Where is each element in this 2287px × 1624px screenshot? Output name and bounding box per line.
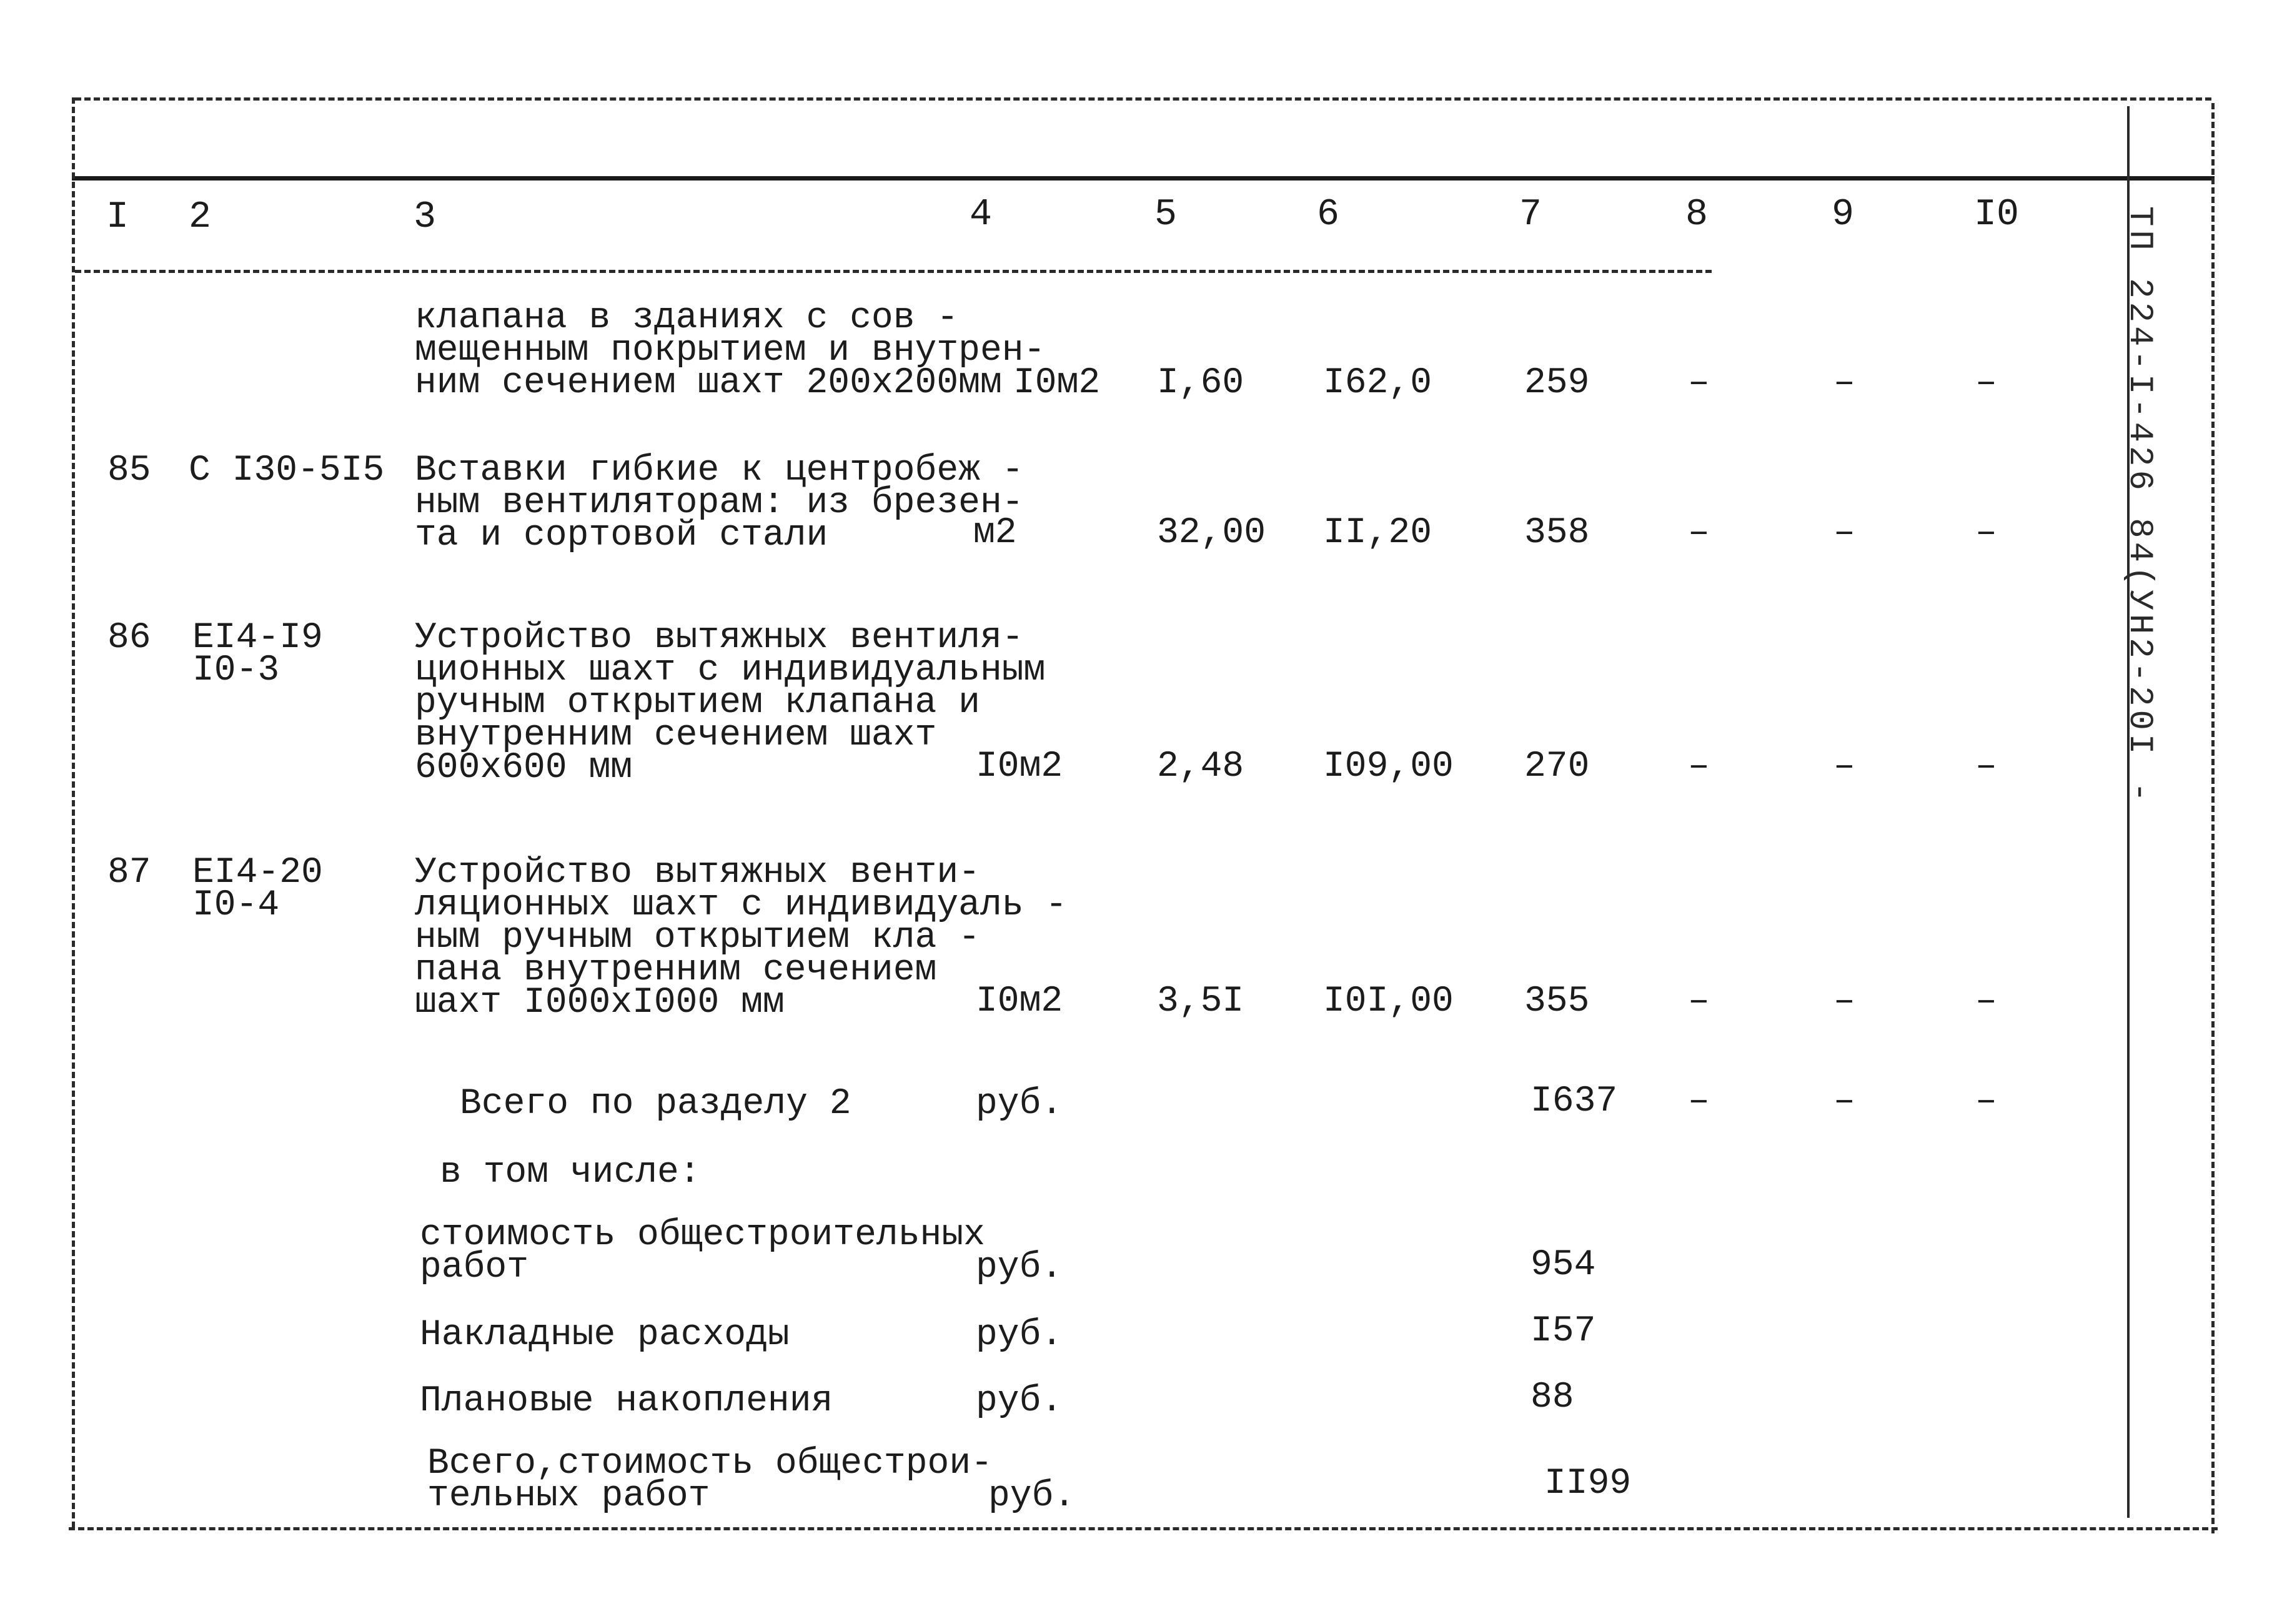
section-total-c10: – — [1975, 1081, 1997, 1122]
header-col-2: 2 — [189, 196, 212, 239]
table-row-c8: – — [1688, 363, 1710, 404]
table-row-code: ЕI4-I9 I0-3 — [192, 618, 323, 691]
table-row-c9: – — [1833, 363, 1855, 404]
overhead-value: I57 — [1530, 1311, 1596, 1352]
table-row-price: II,20 — [1323, 513, 1432, 553]
table-row-c8: – — [1688, 746, 1710, 787]
table-row-desc: Устройство вытяжных вентиля- ционных шахт с индивидуальным ручным открытием клапана и внутренним сечением шахт 600х600 мм — [415, 618, 1046, 788]
frame-right-line — [2211, 103, 2215, 1533]
table-row-unit: I0м2 — [1013, 363, 1101, 404]
table-row-price: I0I,00 — [1323, 981, 1454, 1022]
including-label: в том числе: — [440, 1152, 701, 1193]
grand-total-value: II99 — [1544, 1463, 1632, 1504]
header-col-8: 8 — [1685, 194, 1709, 236]
header-col-7: 7 — [1519, 194, 1542, 236]
section-total-label: Всего по разделу 2 — [460, 1084, 851, 1124]
overhead-unit: руб. — [976, 1315, 1063, 1355]
header-top-rule — [72, 176, 2215, 181]
table-row-c9: – — [1833, 513, 1855, 553]
frame-top-line — [75, 97, 2211, 101]
table-row-qty: 32,00 — [1157, 513, 1266, 553]
header-col-3: 3 — [414, 196, 437, 239]
header-col-4: 4 — [970, 194, 993, 236]
table-row-c9: – — [1833, 981, 1855, 1022]
table-row-unit: I0м2 — [976, 981, 1063, 1022]
general-works-unit: руб. — [976, 1247, 1063, 1288]
planned-unit: руб. — [976, 1381, 1063, 1422]
table-row-c10: – — [1975, 363, 1997, 404]
table-row-desc: Устройство вытяжных венти- ляционных шахт с индивидуаль - ным ручным открытием кла - пана внутренним сечением шахт I000хI000 мм — [415, 853, 1068, 1023]
table-row-qty: 2,48 — [1157, 746, 1244, 787]
header-col-6: 6 — [1317, 194, 1340, 236]
table-row-desc: клапана в зданиях с сов - мещенным покрытием и внутрен- ним сечением шахт 200х200мм — [415, 298, 1046, 404]
header-col-5: 5 — [1154, 194, 1178, 236]
table-row-code: ЕI4-20 I0-4 — [192, 853, 323, 926]
table-row-price: I62,0 — [1323, 363, 1432, 404]
table-row-c10: – — [1975, 513, 1997, 553]
general-works-value: 954 — [1530, 1245, 1596, 1285]
section-total-c9: – — [1833, 1081, 1855, 1122]
table-row-qty: 3,5I — [1157, 981, 1244, 1022]
table-row-unit: I0м2 — [976, 746, 1063, 787]
general-works-label: стоимость общестроительных работ — [420, 1215, 985, 1288]
grand-total-unit: руб. — [988, 1476, 1076, 1517]
table-row-desc: Вставки гибкие к центробеж - ным вентиляторам: из брезен- та и сортовой стали — [415, 450, 1024, 556]
overhead-label: Накладные расходы — [420, 1315, 790, 1355]
table-row-c8: – — [1688, 513, 1710, 553]
table-row-unit: м2 — [973, 513, 1017, 553]
planned-label: Плановые накопления — [420, 1381, 833, 1422]
document-code: ТП 224-I-426 84(УН2-20I - — [2120, 206, 2158, 806]
frame-left-line — [72, 97, 75, 1528]
table-row-code: С I30-5I5 — [189, 450, 385, 491]
header-col-1: I — [106, 196, 129, 239]
planned-value: 88 — [1530, 1377, 1574, 1418]
table-row-qty: I,60 — [1157, 363, 1244, 404]
table-row-c10: – — [1975, 746, 1997, 787]
header-col-9: 9 — [1832, 194, 1855, 236]
table-row-total: 259 — [1524, 363, 1590, 404]
table-row-c10: – — [1975, 981, 1997, 1022]
table-row-c9: – — [1833, 746, 1855, 787]
header-col-10: I0 — [1974, 194, 2020, 236]
header-bottom-rule — [75, 270, 1712, 273]
section-total-value: I637 — [1530, 1081, 1618, 1122]
table-row-num: 85 — [107, 450, 151, 491]
table-row-total: 358 — [1524, 513, 1590, 553]
section-total-unit: руб. — [976, 1084, 1063, 1124]
table-row-c8: – — [1688, 981, 1710, 1022]
section-total-c8: – — [1688, 1081, 1710, 1122]
table-row-num: 86 — [107, 618, 151, 658]
table-row-total: 270 — [1524, 746, 1590, 787]
frame-bottom-line — [69, 1527, 2218, 1530]
grand-total-label: Всего,стоимость общестрои- тельных работ — [427, 1443, 993, 1517]
table-row-total: 355 — [1524, 981, 1590, 1022]
table-row-num: 87 — [107, 853, 151, 893]
table-row-price: I09,00 — [1323, 746, 1454, 787]
